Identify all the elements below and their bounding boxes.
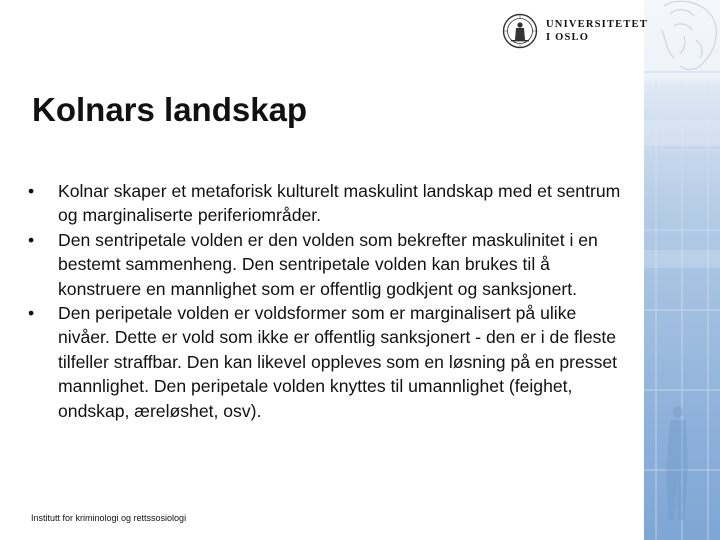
bullet-item [28,179,628,228]
bullet-text: Kolnar skaper et metaforisk kulturelt maskulint landskap med et sentrum og marginaliserte periferiområder. [58,181,621,226]
bullet-text: Den sentripetale volden er den volden som bekrefter maskulinitet i en bestemt sammenheng. Den sentripetale volden kan brukes til å konstruere en mannlighet som er offentlig godkjent og sanksjonert. [58,229,598,299]
bullet-item [28,301,628,423]
university-name-line2: I OSLO [546,32,590,43]
bullet-marker: • [28,303,35,324]
statue-graphic [644,0,720,540]
bullet-item [28,228,628,301]
university-logo [502,13,648,53]
university-name [546,18,648,44]
bullet-marker: • [28,229,35,250]
footer-institute: Institutt for kriminologi og rettssosiologi [31,513,187,523]
university-name-line1: UNIVERSITETET [546,19,648,30]
university-seal-icon [502,13,538,49]
bullet-list [28,179,628,423]
bullet-marker: • [28,181,35,201]
slide-title: Kolnars landskap [32,91,308,128]
bullet-text: Den peripetale volden er voldsformer som er marginalisert på ulike nivåer. Dette er vold som ikke er offentlig sanksjonert - den er i de fleste tilfeller straffbar. Den kan likevel oppleves som en løsning på en presset mannlighet. Den peripetale volden knyttes til umannlighet (feighet, ondskap, æreløshet, osv). [58,303,618,421]
decorative-side-strip [644,0,720,540]
